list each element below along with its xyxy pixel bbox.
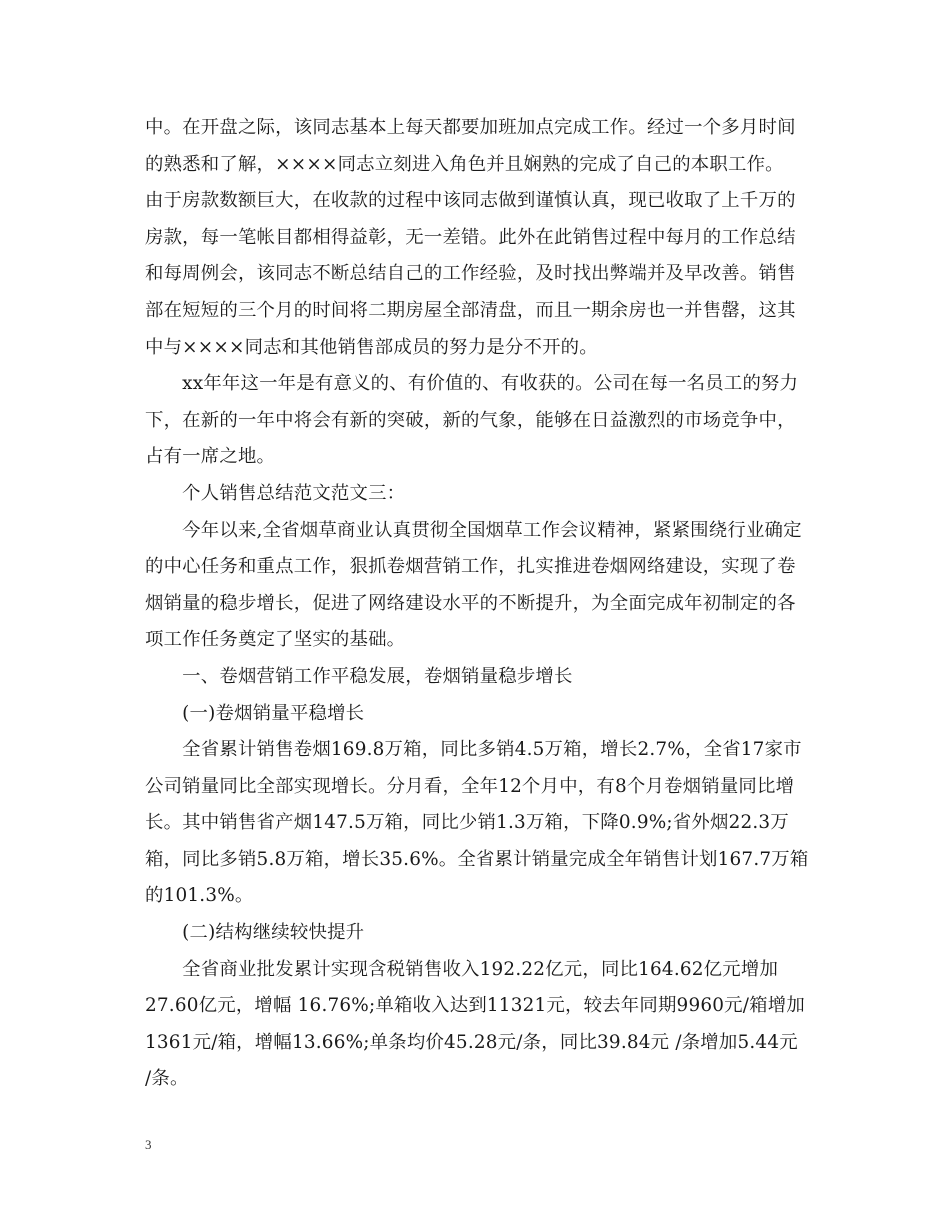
text-line: 的101.3%。 xyxy=(145,885,254,907)
body-text xyxy=(145,110,809,1098)
text-line: 全省商业批发累计实现含税销售收入192.22亿元，同比164.62亿元增加 xyxy=(145,958,779,980)
text-line: 中。在开盘之际，该同志基本上每天都要加班加点完成工作。经过一个多月时间 xyxy=(145,117,796,138)
text-line: 和每周例会，该同志不断总结自己的工作经验，及时找出弊端并及早改善。销售 xyxy=(145,263,796,285)
text-line: 房款，每一笔帐目都相得益彰，无一差错。此外在此销售过程中每月的工作总结 xyxy=(145,226,796,248)
text-line: 个人销售总结范文范文三： xyxy=(145,482,406,504)
text-line: (二)结构继续较快提升 xyxy=(145,922,365,944)
text-line: 今年以来,全省烟草商业认真贯彻全国烟草工作会议精神，紧紧围绕行业确定 xyxy=(145,519,802,541)
text-line: 部在短短的三个月的时间将二期房屋全部清盘，而且一期余房也一并售罄，这其 xyxy=(145,299,796,321)
text-line: 长。其中销售省产烟147.5万箱，同比少销1.3万箱，下降0.9%;省外烟22.3万 xyxy=(145,812,789,834)
text-line: xx年年这一年是有意义的、有价值的、有收获的。公司在每一名员工的努力 xyxy=(145,373,799,395)
text-line: 项工作任务奠定了坚实的基础。 xyxy=(145,629,406,651)
text-line: 下，在新的一年中将会有新的突破，新的气象，能够在日益激烈的市场竞争中， xyxy=(145,409,796,431)
text-line: 1361元/箱，增幅13.66%;单条均价45.28元/条，同比39.84元 /条增加5.44元 xyxy=(145,1031,798,1053)
text-line: 的中心任务和重点工作，狠抓卷烟营销工作，扎实推进卷烟网络建设，实现了卷 xyxy=(145,556,796,578)
text-line: 公司销量同比全部实现增长。分月看，全年12个月中，有8个月卷烟销量同比增 xyxy=(145,775,795,797)
text-line: (一)卷烟销量平稳增长 xyxy=(145,702,365,724)
text-line: 一、卷烟营销工作平稳发展，卷烟销量稳步增长 xyxy=(145,665,573,687)
text-line: 27.60亿元，增幅 16.76%;单箱收入达到11321元，较去年同期9960元/箱增加 xyxy=(145,995,805,1017)
text-line: 箱，同比多销5.8万箱，增长35.6%。全省累计销量完成全年销售计划167.7万箱 xyxy=(145,848,809,870)
text-line: 占有一席之地。 xyxy=(145,446,276,468)
text-line: 全省累计销售卷烟169.8万箱，同比多销4.5万箱，增长2.7%，全省17家市 xyxy=(145,739,802,761)
text-line: /条。 xyxy=(145,1068,189,1090)
text-line: 中与××××同志和其他销售部成员的努力是分不开的。 xyxy=(145,336,598,358)
text-line: 烟销量的稳步增长，促进了网络建设水平的不断提升，为全面完成年初制定的各 xyxy=(145,592,796,614)
text-line: 的熟悉和了解，××××同志立刻进入角色并且娴熟的完成了自己的本职工作。 xyxy=(145,153,784,175)
text-line: 由于房款数额巨大，在收款的过程中该同志做到谨慎认真，现已收取了上千万的 xyxy=(145,190,796,212)
page-number: 3 xyxy=(145,1137,152,1152)
